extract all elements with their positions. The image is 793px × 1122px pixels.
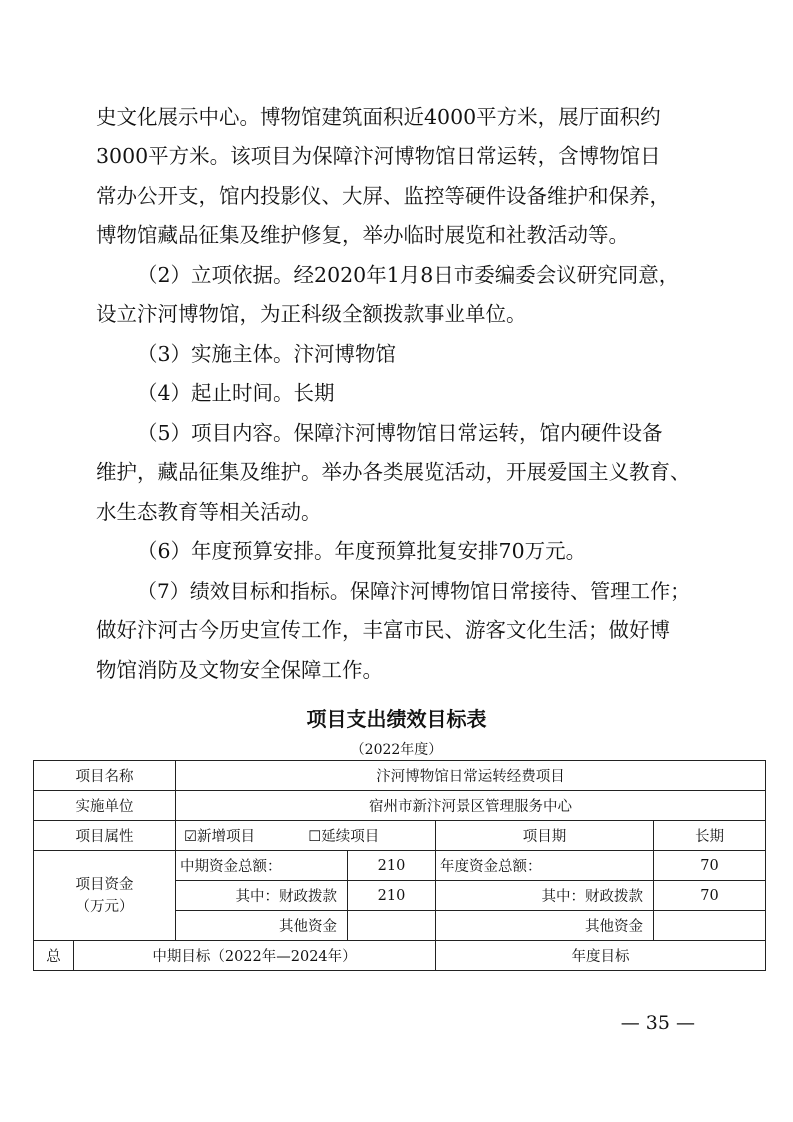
- project-name-value: 汴河博物馆日常运转经费项目: [176, 761, 766, 791]
- mid-term-fiscal-value: 210: [348, 881, 436, 911]
- paragraph-4-period: [96, 374, 696, 413]
- text-line: （4）起止时间。长期: [137, 381, 335, 405]
- annual-fiscal-label: 其中：财政拨款: [436, 881, 654, 911]
- table-row: [34, 941, 766, 971]
- table-row: [34, 791, 766, 821]
- mid-term-total-value: 210: [348, 851, 436, 881]
- annual-total-value: 70: [654, 851, 766, 881]
- text-line: 3000平方米。该项目为保障汴河博物馆日常运转，含博物馆日: [96, 144, 661, 169]
- page-number: — 35 —: [620, 1012, 695, 1034]
- text-line: 物馆消防及文物安全保障工作。: [96, 657, 383, 682]
- text-line: 常办公开支，馆内投影仪、大屏、监控等硬件设备维护和保养，: [96, 183, 670, 208]
- annual-goal-label: 年度目标: [436, 941, 766, 971]
- text-line: 做好汴河古今历史宣传工作，丰富市民、游客文化生活；做好博: [96, 618, 670, 643]
- attribute-new-checkbox: ☑新增项目: [184, 829, 255, 845]
- implementing-unit-label: 实施单位: [34, 791, 176, 821]
- table-row: [34, 821, 766, 851]
- text-line: （5）项目内容。保障汴河博物馆日常运转，馆内硬件设备: [137, 421, 663, 445]
- mid-term-total-label: 中期资金总额：: [176, 851, 348, 881]
- project-attribute-options: [176, 821, 436, 851]
- mid-term-fiscal-label: 其中：财政拨款: [176, 881, 348, 911]
- mid-term-other-label: 其他资金: [176, 911, 348, 941]
- annual-other-value: [654, 911, 766, 941]
- text-line: 维护，藏品征集及维护。举办各类展览活动，开展爱国主义教育、: [96, 460, 691, 485]
- table-year: （2022年度）: [350, 742, 443, 758]
- table-row: [34, 761, 766, 791]
- text-line: （3）实施主体。汴河博物馆: [137, 342, 397, 366]
- project-funds-label: [34, 851, 176, 941]
- performance-table: [33, 760, 766, 971]
- text-line: 设立汴河博物馆，为正科级全额拨款事业单位。: [96, 302, 527, 327]
- text-line: （7）绩效目标和指标。保障汴河博物馆日常接待、管理工作；: [137, 579, 691, 603]
- attribute-continue-checkbox: ☐延续项目: [308, 829, 380, 845]
- text-line: 博物馆藏品征集及维护修复，举办临时展览和社教活动等。: [96, 223, 629, 248]
- mid-term-other-value: [348, 911, 436, 941]
- paragraph-3-entity: [96, 335, 696, 374]
- text-line: 水生态教育等相关活动。: [96, 499, 322, 524]
- implementing-unit-value: 宿州市新汴河景区管理服务中心: [176, 791, 766, 821]
- paragraph-1: [96, 98, 696, 256]
- text-line: （2）立项依据。经2020年1月8日市委编委会议研究同意，: [137, 263, 680, 287]
- paragraph-6-budget: [96, 532, 696, 571]
- funds-unit-line: （万元）: [75, 898, 134, 915]
- project-attribute-label: 项目属性: [34, 821, 176, 851]
- table-row: [34, 851, 766, 881]
- annual-fiscal-value: 70: [654, 881, 766, 911]
- project-period-label: 项目期: [436, 821, 654, 851]
- text-line: 史文化展示中心。博物馆建筑面积近4000平方米，展厅面积约: [96, 105, 661, 129]
- paragraph-7-goals: [96, 572, 696, 690]
- table-title: 项目支出绩效目标表: [306, 707, 487, 731]
- project-period-value: 长期: [654, 821, 766, 851]
- annual-other-label: 其他资金: [436, 911, 654, 941]
- text-line: （6）年度预算安排。年度预算批复安排70万元。: [137, 539, 587, 563]
- project-name-label: 项目名称: [34, 761, 176, 791]
- paragraph-2-basis: [96, 256, 696, 335]
- mid-term-goal-label: 中期目标（2022年—2024年）: [74, 941, 436, 971]
- overall-target-label: 总: [34, 941, 74, 971]
- annual-total-label: 年度资金总额：: [436, 851, 654, 881]
- paragraph-5-content: [96, 414, 696, 532]
- funds-label-line: 项目资金: [75, 876, 134, 893]
